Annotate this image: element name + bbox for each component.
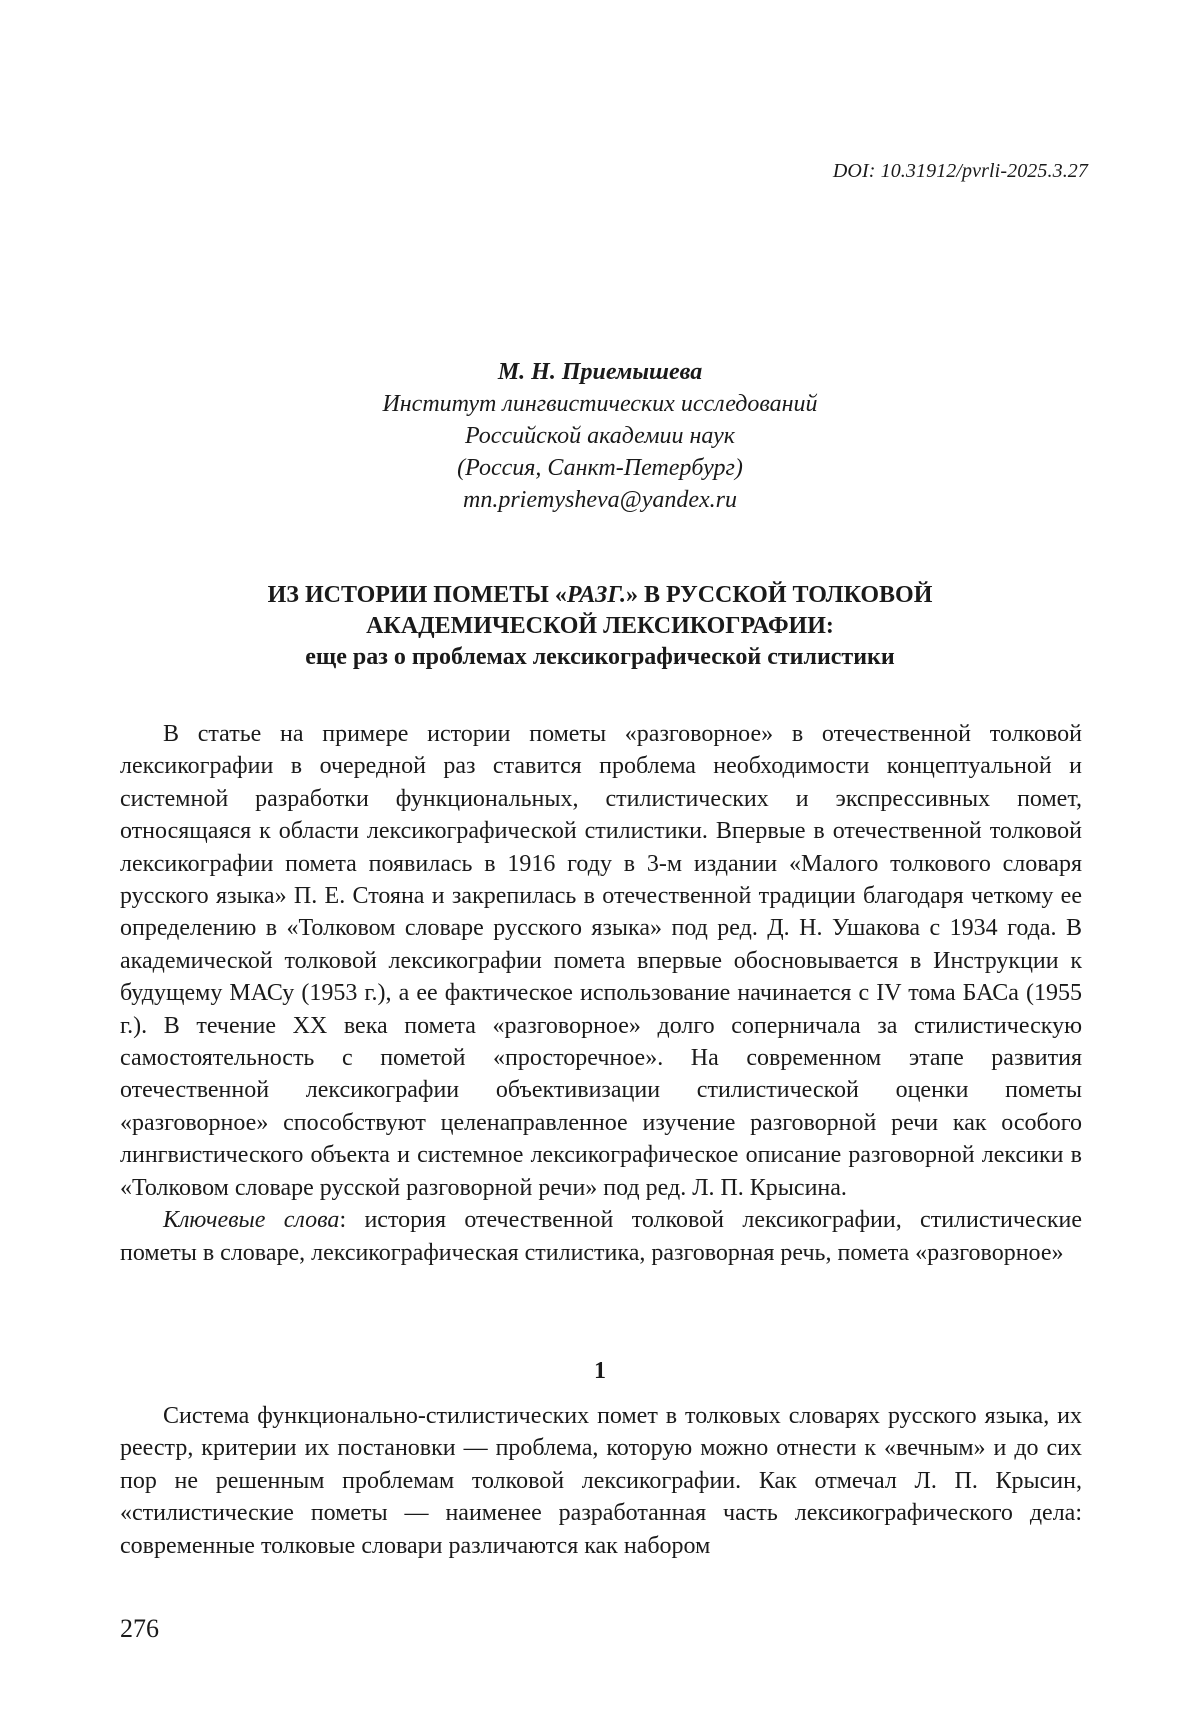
section-heading: 1	[594, 1358, 606, 1384]
title-line1-part1: ИЗ ИСТОРИИ ПОМЕТЫ «	[267, 582, 567, 608]
author-location: (Россия, Санкт-Петербург)	[457, 455, 743, 481]
affiliation-line2: Российской академии наук	[465, 423, 735, 449]
abstract	[120, 718, 1082, 1269]
page-number: 276	[120, 1614, 159, 1643]
keywords-label: Ключевые слова	[163, 1207, 340, 1234]
title-line1-part2: » В РУССКОЙ ТОЛКОВОЙ	[626, 582, 933, 608]
author-block	[120, 356, 1080, 516]
keywords-text: : история отечественной толковой лексикографии, стилистические пометы в словаре, лексикографическая стилистика, разговорная речь, помета «разговорное»	[120, 1207, 1082, 1266]
author-name: М. Н. Приемышева	[497, 359, 703, 385]
title-line1	[120, 580, 1080, 611]
title-abbreviation: РАЗГ.	[566, 582, 627, 608]
body-paragraph: Система функционально-стилистических помет в толковых словарях русского языка, их реестр, критерии их постановки — проблема, которую можно отнести к «вечным» и до сих пор не решенным проблемам толковой лексикографии. Как отмечал Л. П. Крысин, «стилистические пометы — наименее разработанная часть лексикографического дела: современные толковые словари различаются как набором	[120, 1403, 1082, 1559]
affiliation-line1: Институт лингвистических исследований	[382, 391, 818, 417]
abstract-text: В статье на примере истории пометы «разговорное» в отечественной толковой лексикографии в очередной раз ставится проблема необходимости концептуальной и системной разработки функциональных, стилистических и экспрессивных помет, относящаяся к области лексикографической стилистики. Впервые в отечественной толковой лексикографии помета появилась в 1916 году в 3-м издании «Малого толкового словаря русского языка» П. Е. Стояна и закрепилась в отечественной традиции благодаря четкому ее определению в «Толковом словаре русского языка» под ред. Д. Н. Ушакова с 1934 года. В академической толковой лексикографии помета впервые обосновывается в Инструкции к будущему МАСу (1953 г.), а ее фактическое использование начинается с IV тома БАСа (1955 г.). В течение XX века помета «разговорное» долго соперничала за стилистическую самостоятельность с пометой «просторечное». На современном этапе развития отечественной лексикографии объективизации стилистической оценки пометы «разговорное» способствуют целенаправленное изучение разговорной речи как особого лингвистического объекта и системное лексикографическое описание разговорной лексики в «Толковом словаре русской разговорной речи» под ред. Л. П. Крысина.	[120, 721, 1082, 1201]
doi-reference: DOI: 10.31912/pvrli-2025.3.27	[832, 160, 1088, 182]
article-title	[120, 580, 1080, 673]
body-text	[120, 1400, 1082, 1562]
article-subtitle: еще раз о проблемах лексикографической стилистики	[305, 644, 895, 670]
title-line2: АКАДЕМИЧЕСКОЙ ЛЕКСИКОГРАФИИ:	[366, 613, 834, 639]
keywords	[120, 1204, 1082, 1269]
author-email: mn.priemysheva@yandex.ru	[463, 487, 737, 513]
